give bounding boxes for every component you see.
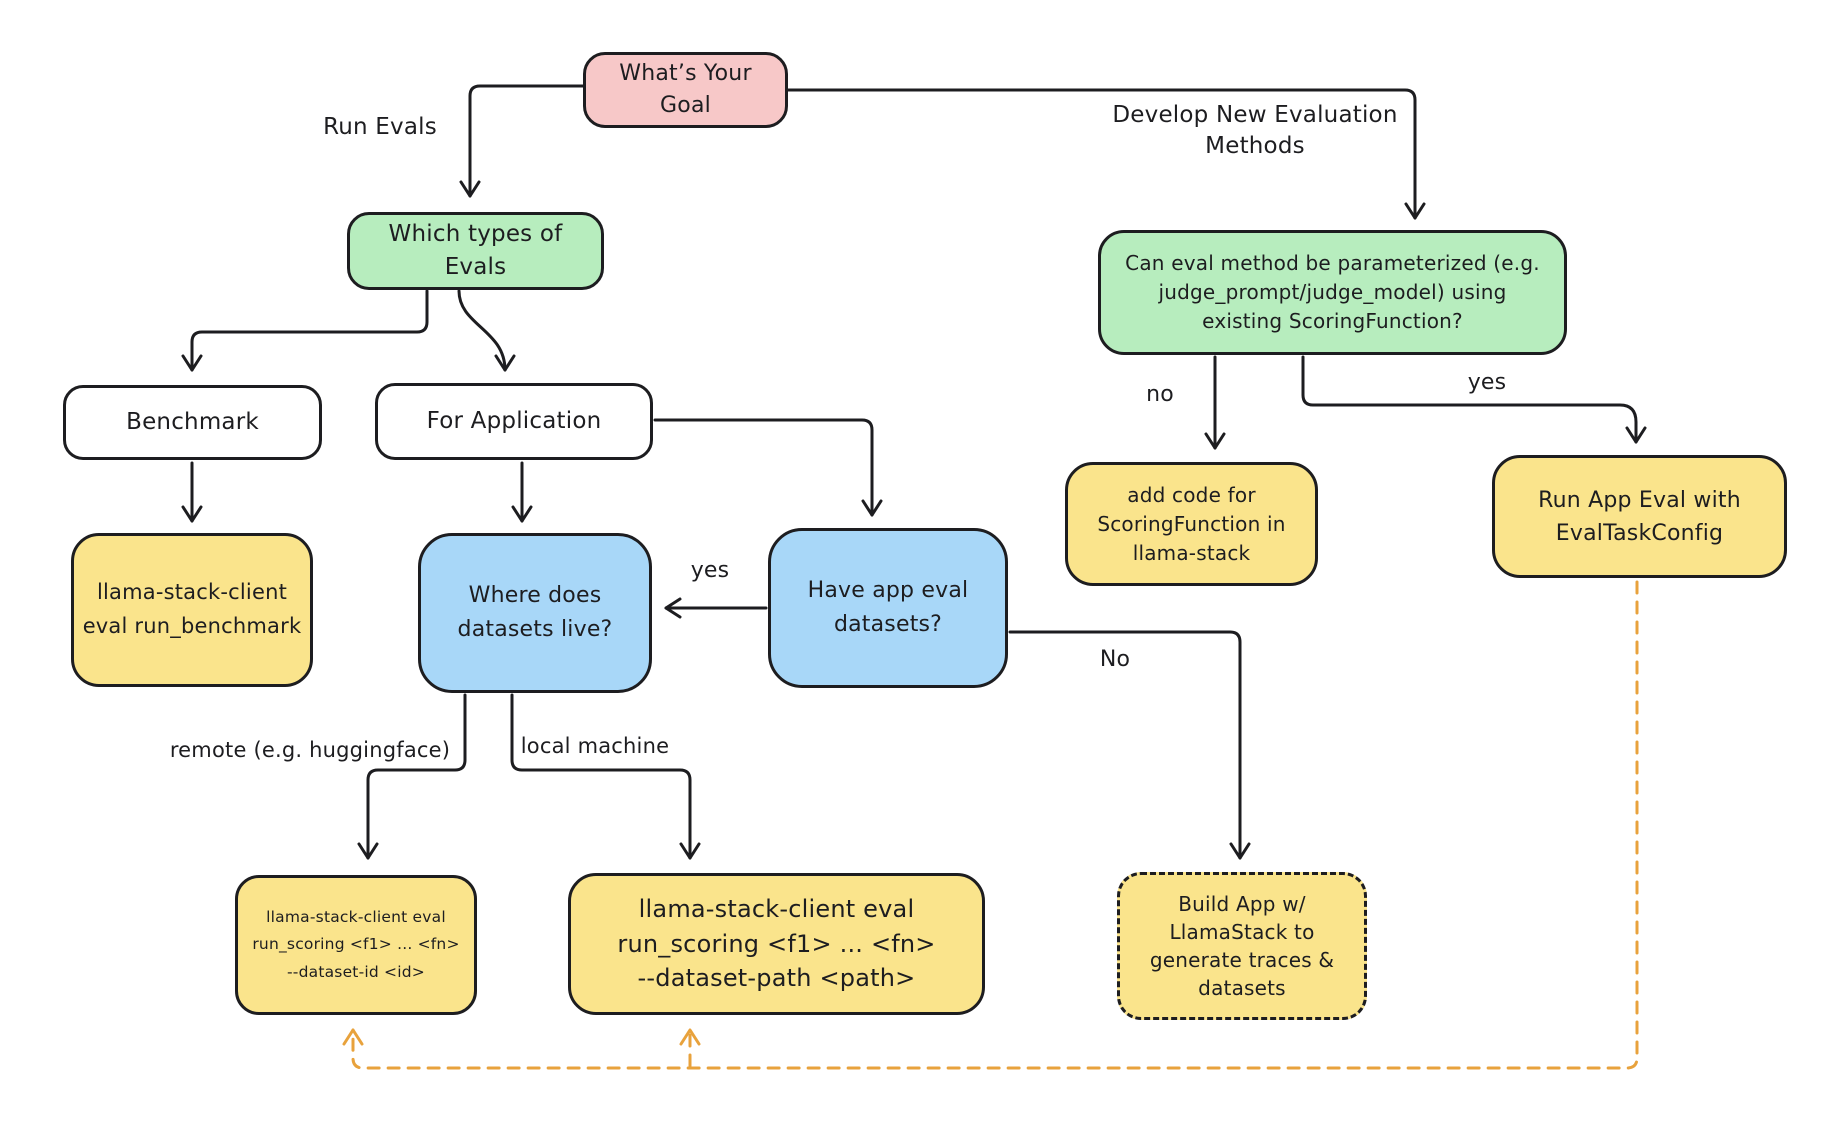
edge-label-yes-right: yes bbox=[1467, 370, 1507, 395]
node-text-line: run_scoring <f1> ... <fn> bbox=[252, 935, 460, 954]
node-text-line: datasets bbox=[1198, 976, 1286, 1000]
node-build-app-with-llamastack bbox=[1117, 872, 1367, 1020]
edge-label-line: Develop New Evaluation bbox=[1112, 102, 1398, 128]
node-for-application bbox=[375, 383, 653, 460]
node-run-scoring-dataset-path bbox=[568, 873, 985, 1015]
edge-label-yes-mid: yes bbox=[690, 558, 730, 583]
node-text-line: llama-stack-client eval bbox=[266, 908, 446, 927]
edge-label-local-machine: local machine bbox=[520, 734, 670, 758]
node-text-line: ScoringFunction in bbox=[1097, 511, 1286, 536]
edge-label-run-evals: Run Evals bbox=[323, 114, 437, 140]
node-text-line: llama-stack bbox=[1132, 540, 1251, 565]
node-add-code-for-scoringfunction bbox=[1065, 462, 1318, 586]
edge-label-no-mid: No bbox=[1099, 647, 1131, 672]
node-run-app-eval-with-evaltaskconfig bbox=[1492, 455, 1787, 578]
node-text-line: llama-stack-client eval bbox=[638, 894, 915, 923]
node-text-line: What’s Your bbox=[619, 61, 752, 87]
node-text-line: eval run_benchmark bbox=[82, 614, 302, 638]
node-text-line: --dataset-id <id> bbox=[287, 962, 425, 981]
node-text-line: Have app eval bbox=[807, 577, 969, 603]
node-run-scoring-dataset-id bbox=[235, 875, 477, 1015]
node-text-line: EvalTaskConfig bbox=[1555, 520, 1724, 546]
edge-where-datasets-remote-to-dataset-id bbox=[368, 695, 465, 858]
node-text-line: add code for bbox=[1127, 482, 1256, 507]
node-which-types-of-evals bbox=[347, 212, 604, 290]
node-text-line: For Application bbox=[426, 407, 602, 434]
node-text-line: run_scoring <f1> ... <fn> bbox=[617, 929, 936, 958]
edge-which-types-to-for-application bbox=[459, 291, 505, 370]
node-text-line: Evals bbox=[444, 254, 507, 280]
edge-label-line: Methods bbox=[1205, 133, 1305, 160]
edge-where-datasets-local-to-dataset-path bbox=[512, 695, 690, 858]
node-text-line: generate traces & bbox=[1149, 948, 1335, 972]
node-text-line: datasets? bbox=[833, 612, 943, 637]
node-whats-your-goal bbox=[583, 52, 788, 128]
node-can-eval-be-parameterized bbox=[1098, 230, 1567, 355]
edge-label-develop-new-evaluation-methods bbox=[1060, 100, 1450, 162]
node-text-line: Run App Eval with bbox=[1538, 487, 1741, 513]
edge-which-types-to-benchmark bbox=[192, 291, 427, 370]
edge-label-remote-huggingface: remote (e.g. huggingface) bbox=[169, 738, 451, 762]
node-text-line: judge_prompt/judge_model) using bbox=[1158, 280, 1507, 304]
node-text-line: Can eval method be parameterized (e.g. bbox=[1125, 251, 1540, 275]
node-text-line: existing ScoringFunction? bbox=[1202, 309, 1463, 333]
node-where-does-datasets-live bbox=[418, 533, 652, 693]
node-text-line: Goal bbox=[660, 93, 711, 118]
node-text-line: Build App w/ bbox=[1178, 892, 1306, 916]
node-text-line: llama-stack-client bbox=[96, 580, 288, 605]
node-text-line: Which types of bbox=[388, 220, 563, 247]
node-text-line: Benchmark bbox=[126, 408, 259, 435]
edge-goal-to-which-types bbox=[470, 86, 583, 196]
edge-for-application-to-have-datasets bbox=[655, 420, 872, 515]
node-text-line: datasets live? bbox=[457, 617, 613, 642]
node-run-benchmark-command bbox=[71, 533, 313, 687]
node-have-app-eval-datasets bbox=[768, 528, 1008, 688]
node-text-line: --dataset-path <path> bbox=[637, 964, 916, 993]
node-text-line: Where does bbox=[468, 582, 602, 608]
edge-label-no: no bbox=[1146, 382, 1174, 407]
node-text-line: LlamaStack to bbox=[1169, 920, 1315, 944]
node-benchmark bbox=[63, 385, 322, 460]
